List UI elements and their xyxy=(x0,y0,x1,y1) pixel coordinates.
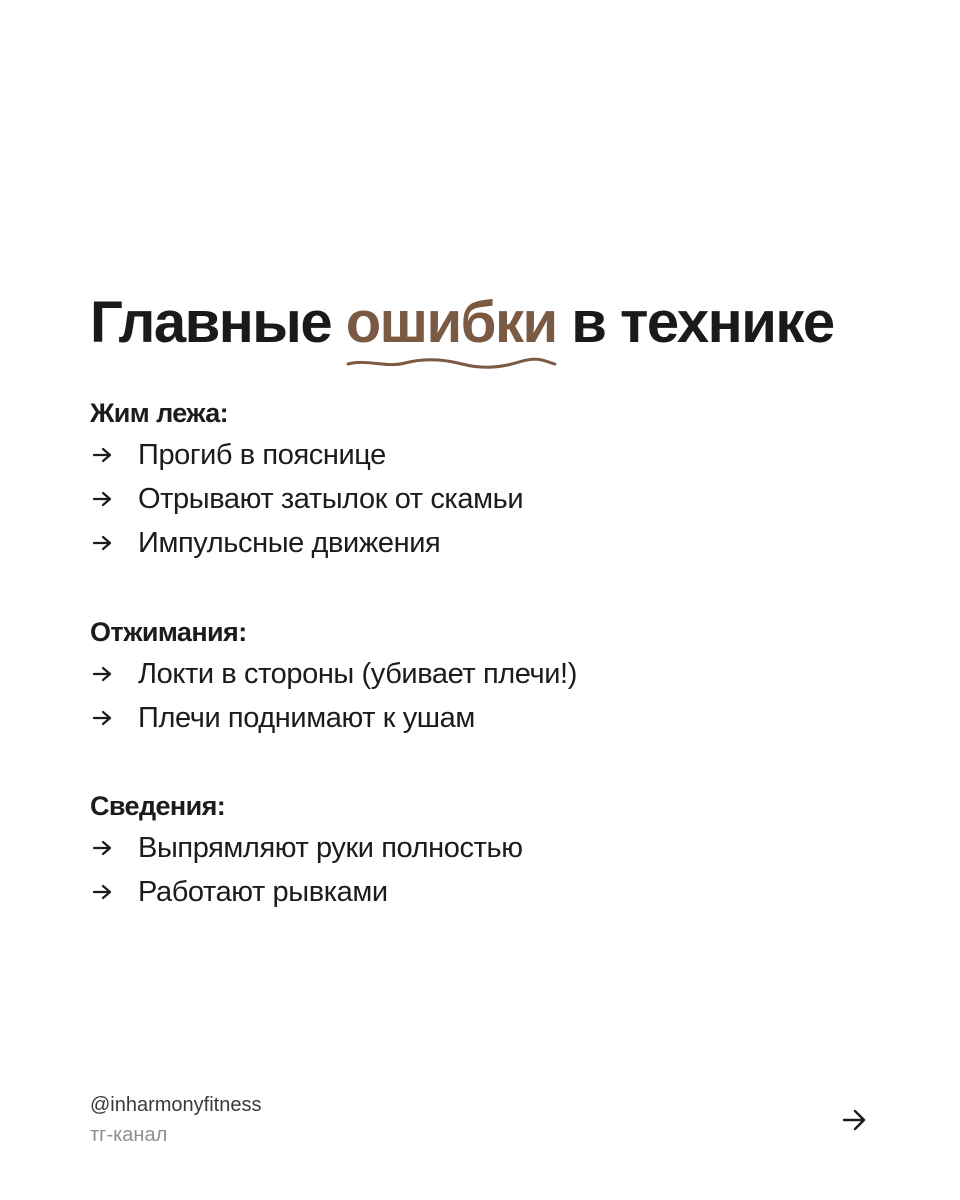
list-item-text: Локти в стороны (убивает плечи!) xyxy=(138,658,577,690)
list-item xyxy=(90,433,523,477)
channel-handle[interactable]: @inharmonyfitness xyxy=(90,1094,262,1116)
list-item-text: Импульсные движения xyxy=(138,527,441,559)
arrow-right-icon xyxy=(90,838,138,858)
title-before: Главные xyxy=(90,290,346,355)
section-push-ups xyxy=(90,612,577,740)
title-accent xyxy=(346,288,557,358)
list-item xyxy=(90,652,577,696)
channel-subtitle: тг-канал xyxy=(90,1124,168,1146)
arrow-right-icon xyxy=(90,489,138,509)
list-item xyxy=(90,477,523,521)
arrow-right-icon xyxy=(90,445,138,465)
next-arrow-icon[interactable] xyxy=(838,1104,870,1136)
footer xyxy=(90,1090,261,1150)
arrow-right-icon xyxy=(90,882,138,902)
list-item xyxy=(90,826,523,870)
list-item-text: Отрывают затылок от скамьи xyxy=(138,483,524,515)
section-flyes xyxy=(90,786,523,914)
section-heading: Жим лежа: xyxy=(90,398,229,428)
title-after: в технике xyxy=(556,290,834,355)
title-accent-text: ошибки xyxy=(345,290,557,355)
section-heading: Сведения: xyxy=(90,791,226,821)
list-item xyxy=(90,870,523,914)
list-item xyxy=(90,696,577,740)
page-title xyxy=(90,288,834,358)
list-item-text: Прогиб в пояснице xyxy=(138,439,386,471)
arrow-right-icon xyxy=(90,708,138,728)
section-bench-press xyxy=(90,393,523,565)
list-item-text: Плечи поднимают к ушам xyxy=(138,702,475,734)
list-item xyxy=(90,521,523,565)
section-heading: Отжимания: xyxy=(90,617,247,647)
arrow-right-icon xyxy=(90,664,138,684)
arrow-right-icon xyxy=(90,533,138,553)
wavy-underline-icon xyxy=(346,356,557,370)
list-item-text: Выпрямляют руки полностью xyxy=(138,832,523,864)
list-item-text: Работают рывками xyxy=(138,876,388,908)
